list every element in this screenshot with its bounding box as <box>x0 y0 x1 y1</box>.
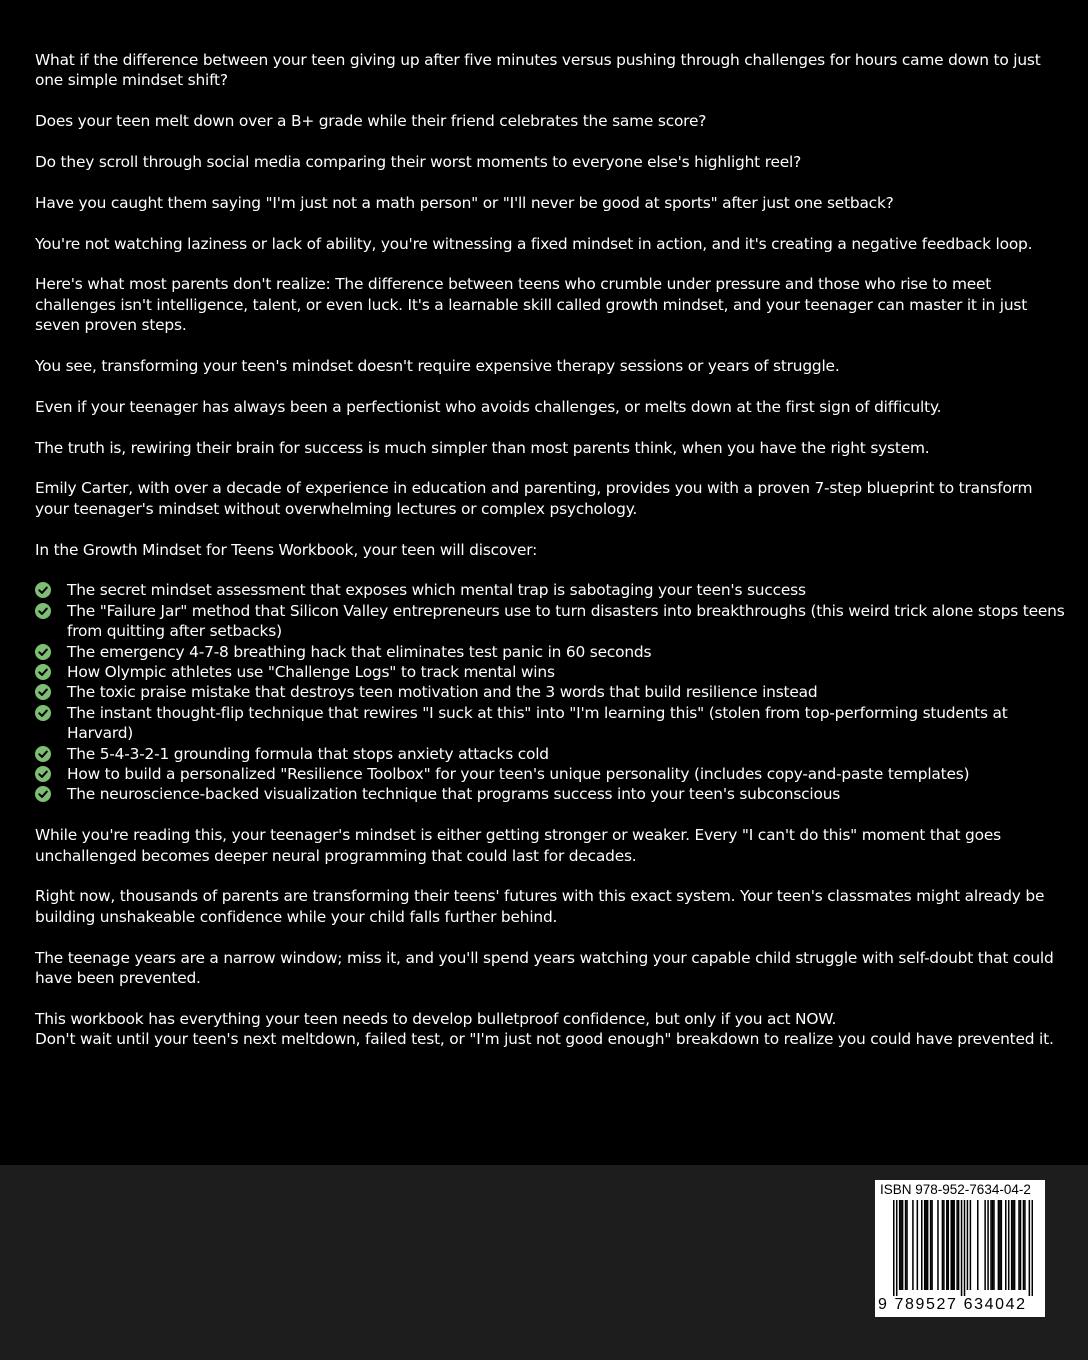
list-item <box>35 580 1065 600</box>
barcode-bar <box>1023 1200 1025 1290</box>
check-circle-icon <box>35 644 51 660</box>
list-item <box>35 703 1065 744</box>
barcode-bar <box>984 1200 986 1290</box>
check-circle-icon <box>35 746 51 762</box>
check-circle-icon <box>35 582 51 598</box>
list-item <box>35 682 1065 702</box>
question-social-media: Do they scroll through social media comparing their worst moments to everyone else's highlight reel? <box>35 153 802 171</box>
barcode-bar <box>917 1200 919 1290</box>
barcode-bar <box>925 1200 927 1290</box>
check-circle-icon <box>35 766 51 782</box>
barcode-bar <box>953 1200 955 1290</box>
benefit-text: How to build a personalized "Resilience Toolbox" for your teen's unique personality (includes copy-and-paste templates) <box>67 765 970 784</box>
intro-question: What if the difference between your teen giving up after five minutes versus pushing through challenges for hours came down to just one simple mindset shift? <box>35 51 1041 90</box>
benefit-text: The emergency 4-7-8 breathing hack that eliminates test panic in 60 seconds <box>67 642 652 661</box>
barcode-bar <box>967 1200 969 1290</box>
barcode-bar <box>930 1200 932 1290</box>
benefit-text: The "Failure Jar" method that Silicon Valley entrepreneurs use to turn disasters into breakthroughs (this weird trick alone stops teens from quitting after setbacks) <box>67 601 1065 641</box>
check-circle-icon <box>35 705 51 721</box>
question-grade: Does your teen melt down over a B+ grade while their friend celebrates the same score? <box>35 112 707 131</box>
barcode-bar <box>964 1200 966 1296</box>
cta-line-dont-wait: Don't wait until your teen's next meltdown, failed test, or "I'm just not good enough" breakdown to realize you could have prevented it. <box>35 1030 1054 1049</box>
barcode-bar <box>900 1200 902 1290</box>
social-proof-paragraph: Right now, thousands of parents are transforming their teens' futures with this exact system. Your teen's classmates might already be building unshakeable confidence while your child falls further behind. <box>35 887 1045 926</box>
barcode-bar <box>942 1200 944 1290</box>
barcode-bar <box>937 1200 939 1290</box>
barcode-bar <box>990 1200 992 1290</box>
check-circle-icon <box>35 786 51 802</box>
barcode-bar <box>912 1200 914 1290</box>
question-self-talk: Have you caught them saying "I'm just not a math person" or "I'll never be good at sports" after just one setback? <box>35 193 894 212</box>
barcode-bar <box>1014 1200 1016 1290</box>
barcode-bar <box>961 1200 963 1296</box>
no-therapy-paragraph: You see, transforming your teen's mindset doesn't require expensive therapy sessions or years of struggle. <box>35 357 840 375</box>
urgency-paragraph: While you're reading this, your teenager's mindset is either getting stronger or weaker. Every "I can't do this" moment that goes unchallenged becomes deeper neural programming that could last for decades. <box>35 826 1001 865</box>
barcode-bar <box>924 1200 926 1290</box>
barcode-bar <box>952 1200 954 1290</box>
barcode-bar <box>950 1200 952 1290</box>
barcode-bar <box>946 1200 948 1290</box>
barcode-bar <box>1032 1200 1033 1296</box>
fixed-mindset-paragraph: You're not watching laziness or lack of ability, you're witnessing a fixed mindset in action, and it's creating a negative feedback loop. <box>35 234 1033 253</box>
author-paragraph: Emily Carter, with over a decade of experience in education and parenting, provides you with a proven 7-step blueprint to transform your teenager's mindset without overwhelming lectures or complex psychology. <box>35 479 1033 518</box>
barcode-bar <box>921 1200 923 1290</box>
check-circle-icon <box>35 684 51 700</box>
right-system-paragraph: The truth is, rewiring their brain for success is much simpler than most parents think, when you have the right system. <box>35 438 930 457</box>
barcode-bar <box>992 1200 994 1290</box>
barcode-bar <box>993 1200 995 1290</box>
barcode-bar <box>1024 1200 1026 1290</box>
benefits-list <box>35 580 1065 804</box>
discover-intro: In the Growth Mindset for Teens Workbook, your teen will discover: <box>35 540 538 559</box>
list-item <box>35 764 1065 784</box>
barcode-bar <box>958 1200 960 1290</box>
barcode-bar <box>902 1200 904 1290</box>
barcode-bar <box>906 1200 908 1290</box>
list-item <box>35 744 1065 764</box>
check-circle-icon <box>35 664 51 680</box>
barcode-bar <box>948 1200 950 1290</box>
barcode-bar <box>1029 1200 1031 1296</box>
barcode-bar <box>987 1200 989 1290</box>
barcode-bar <box>1008 1200 1010 1290</box>
benefit-text: How Olympic athletes use "Challenge Logs" to track mental wins <box>67 663 555 682</box>
isbn-barcode <box>875 1180 1045 1317</box>
barcode-bar <box>1011 1200 1013 1290</box>
barcode-bar <box>998 1200 1000 1290</box>
barcode-bar <box>943 1200 945 1290</box>
list-item <box>35 601 1065 642</box>
barcode-bar <box>893 1200 895 1296</box>
isbn-label: ISBN 978-952-7634-04-2 <box>880 1182 1031 1197</box>
list-item <box>35 784 1065 804</box>
growth-mindset-paragraph: Here's what most parents don't realize: The difference between teens who crumble under pressure and those who rise to meet challenges isn't intelligence, talent, or even luck. It's a learnable skill called growth mindset, and your teenager can master it in just seven proven steps. <box>35 275 1028 335</box>
list-item <box>35 662 1065 682</box>
barcode-bar <box>999 1200 1001 1290</box>
benefit-text: The instant thought-flip technique that rewires "I suck at this" into "I'm learning this" (stolen from top-performing students at Harvard) <box>67 703 1008 743</box>
barcode-bar <box>927 1200 929 1290</box>
benefit-text: The secret mindset assessment that exposes which mental trap is sabotaging your teen's success <box>67 581 806 600</box>
barcode-bar <box>970 1200 972 1290</box>
check-circle-icon <box>35 603 51 619</box>
narrow-window-paragraph: The teenage years are a narrow window; miss it, and you'll spend years watching your capable child struggle with self-doubt that could have been prevented. <box>35 948 1054 988</box>
call-to-action <box>35 1009 1065 1050</box>
barcode-bar <box>1018 1200 1020 1290</box>
barcode-bars <box>893 1200 1033 1296</box>
benefit-text: The toxic praise mistake that destroys teen motivation and the 3 words that build resilience instead <box>67 683 818 702</box>
barcode-bar <box>977 1200 979 1290</box>
barcode-bar <box>1012 1200 1014 1290</box>
list-item <box>35 642 1065 662</box>
barcode-bar <box>905 1200 907 1290</box>
barcode-bar <box>1001 1200 1003 1290</box>
cta-line-act-now: This workbook has everything your teen needs to develop bulletproof confidence, but only if you act NOW. <box>35 1009 837 1028</box>
barcode-bar <box>956 1200 958 1290</box>
perfectionist-paragraph: Even if your teenager has always been a perfectionist who avoids challenges, or melts down at the first sign of difficulty. <box>35 397 942 416</box>
benefit-text: The 5-4-3-2-1 grounding formula that stops anxiety attacks cold <box>67 744 549 763</box>
barcode-bar <box>1005 1200 1007 1290</box>
barcode-bar <box>1020 1200 1022 1290</box>
barcode-bar <box>931 1200 933 1290</box>
benefit-text: The neuroscience-backed visualization technique that programs success into your teen's subconscious <box>67 785 841 804</box>
barcode-digits: 9 789527 634042 <box>878 1296 1027 1313</box>
back-cover-text <box>35 50 1065 1050</box>
barcode-bar <box>896 1200 898 1296</box>
barcode-bar <box>899 1200 901 1290</box>
